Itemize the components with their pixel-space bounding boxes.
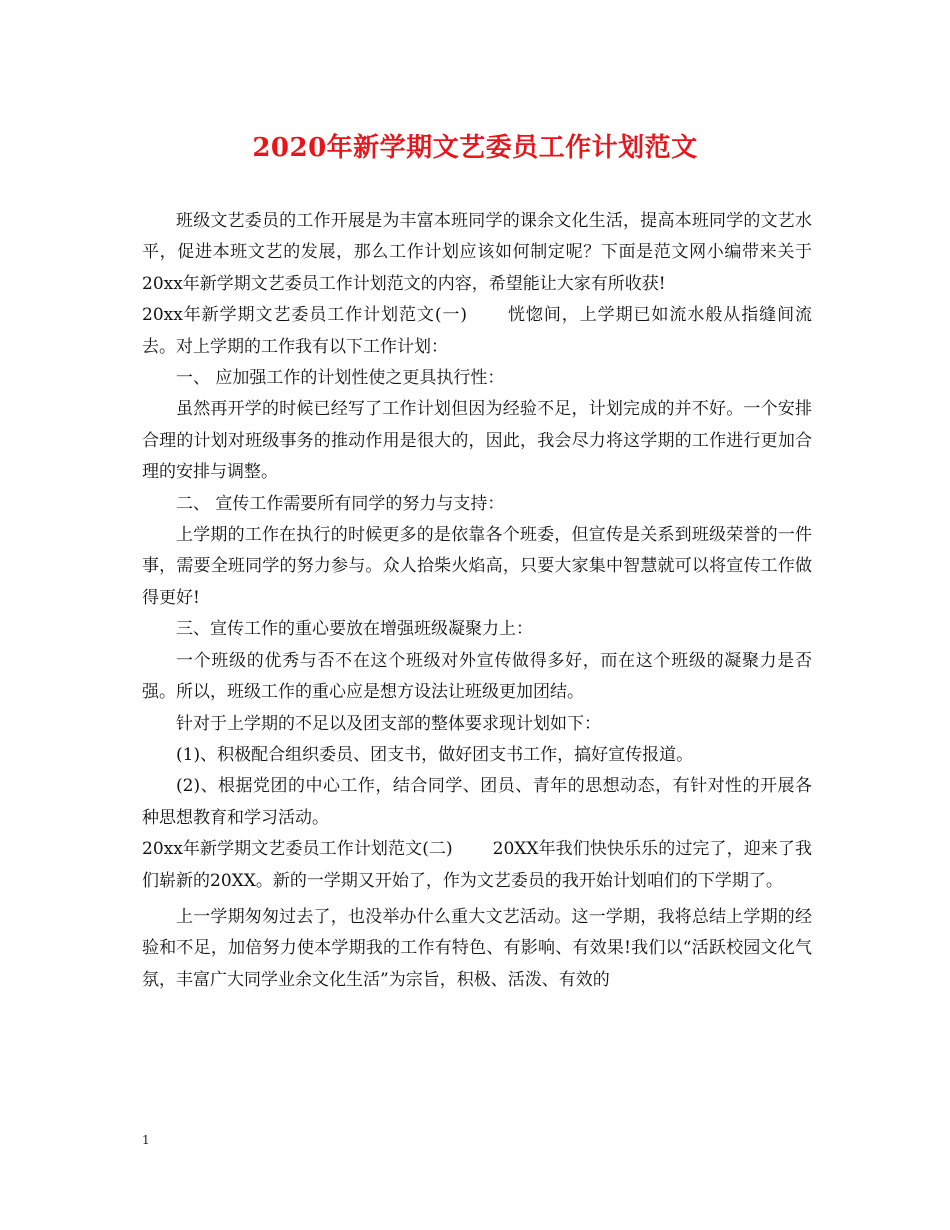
section-1-paragraph (142, 300, 812, 363)
point-3-title: 三、宣传工作的重心要放在增强班级凝聚力上： (176, 619, 533, 640)
point-2-body: 上学期的工作在执行的时候更多的是依靠各个班委，但宣传是关系到班级荣誉的一件事，需要全班同学的努力参与。众人拾柴火焰高，只要大家集中智慧就可以将宣传工作做得更好! (142, 525, 812, 608)
document-body (142, 206, 812, 996)
point-1-title: 一、 应加强工作的计划性使之更具执行性： (176, 368, 505, 389)
section-1-lead: 恍惚间，上学期已如流水般从指缝间流去。对上学期的工作我有以下工作计划： (142, 305, 813, 357)
plan-intro: 针对于上学期的不足以及团支部的整体要求现计划如下： (176, 713, 601, 734)
intro-paragraph: 班级文艺委员的工作开展是为丰富本班同学的课余文化生活，提高本班同学的文艺水平，促进本班文艺的发展，那么工作计划应该如何制定呢？下面是范文网小编带来关于20xx年新学期文艺委员工作计划范文的内容，希望能让大家有所收获! (142, 211, 812, 294)
point-2-title: 二、 宣传工作需要所有同学的努力与支持： (176, 493, 505, 514)
section-2-paragraph (142, 834, 812, 897)
plan-item-2: (2)、根据党团的中心工作，结合同学、团员、青年的思想动态，有针对性的开展各种思想教育和学习活动。 (142, 776, 812, 828)
last-paragraph: 上一学期匆匆过去了，也没举办什么重大文艺活动。这一学期，我将总结上学期的经验和不足，加倍努力使本学期我的工作有特色、有影响、有效果!我们以“活跃校园文化气氛，丰富广大同学业余文化生活”为宗旨，积极、活泼、有效的 (142, 906, 812, 990)
section-2-heading: 20xx年新学期文艺委员工作计划范文(二) (142, 839, 453, 860)
page-title: 2020年新学期文艺委员工作计划范文 (252, 133, 698, 163)
point-3-body: 一个班级的优秀与否不在这个班级对外宣传做得多好，而在这个班级的凝聚力是否强。所以，班级工作的重心应是想方设法让班级更加团结。 (142, 650, 812, 703)
page-number: 1 (142, 1133, 150, 1147)
section-2-lead: 20XX年我们快快乐乐的过完了，迎来了我们崭新的20XX。新的一学期又开始了，作为文艺委员的我开始计划咱们的下学期了。 (142, 839, 812, 891)
plan-item-1: (1)、积极配合组织委员、团支书，做好团支书工作，搞好宣传报道。 (176, 744, 694, 765)
point-1-body: 虽然再开学的时候已经写了工作计划但因为经验不足，计划完成的并不好。一个安排合理的计划对班级事务的推动作用是很大的，因此，我会尽力将这学期的工作进行更加合理的安排与调整。 (142, 399, 812, 483)
section-1-heading: 20xx年新学期文艺委员工作计划范文(一) (142, 305, 468, 326)
